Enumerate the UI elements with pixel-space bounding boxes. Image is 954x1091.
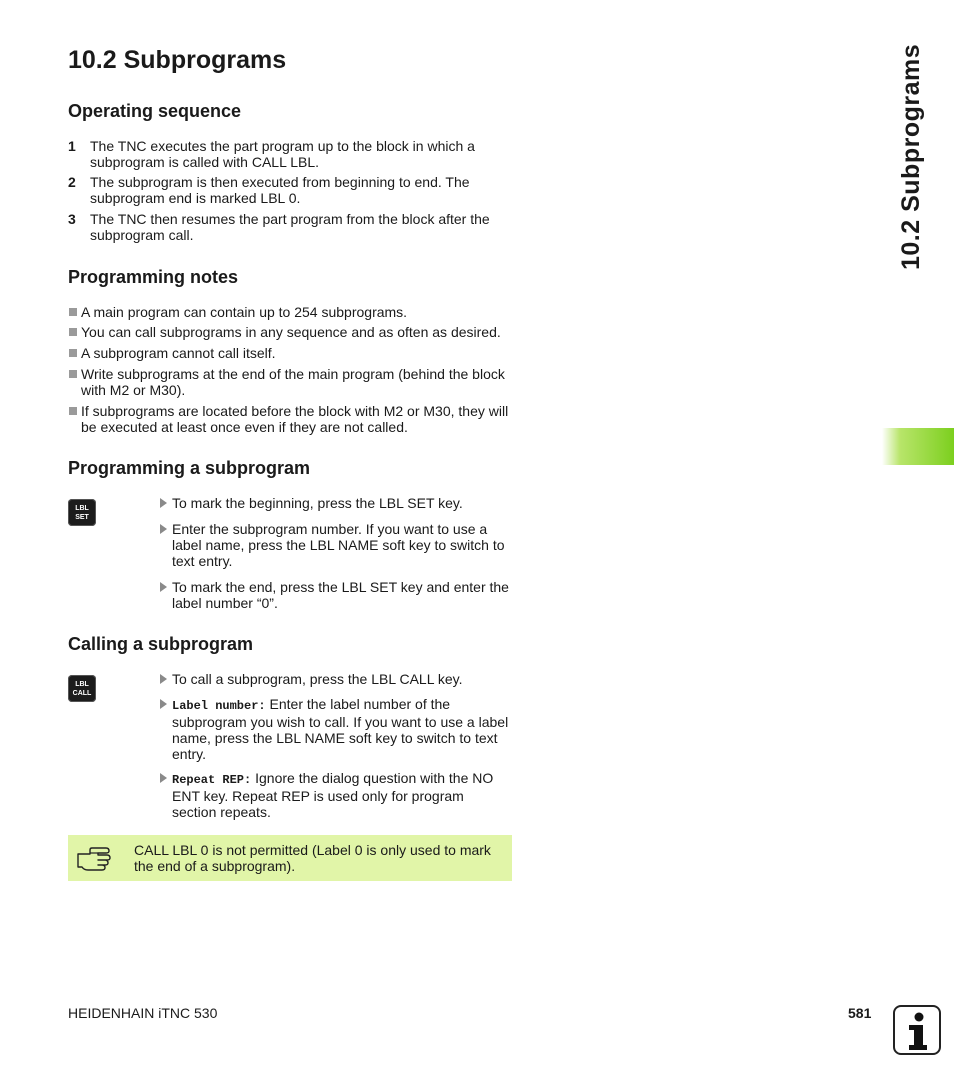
bullet-square-icon bbox=[69, 328, 77, 336]
list-item bbox=[68, 324, 518, 340]
step-item bbox=[159, 521, 511, 569]
page-number: 581 bbox=[848, 1005, 872, 1021]
info-icon bbox=[893, 1005, 941, 1055]
step-item bbox=[159, 696, 511, 762]
step-item bbox=[159, 671, 511, 687]
list-item bbox=[68, 174, 512, 206]
bullet-square-icon bbox=[69, 407, 77, 415]
item-text: You can call subprograms in any sequence and as often as desired. bbox=[81, 324, 501, 340]
arrow-right-icon bbox=[160, 699, 167, 709]
step-text: To mark the end, press the LBL SET key and enter the label number “0”. bbox=[172, 579, 509, 611]
footer-product: HEIDENHAIN iTNC 530 bbox=[68, 1005, 218, 1021]
item-text: The subprogram is then executed from beginning to end. The subprogram end is marked LBL 0. bbox=[90, 174, 470, 206]
list-item bbox=[68, 345, 518, 361]
arrow-right-icon bbox=[160, 773, 167, 783]
lbl-set-key-icon bbox=[68, 499, 96, 526]
list-item bbox=[68, 138, 512, 170]
step-description: Enter the label number of the subprogram you wish to call. If you want to use a label name, press the LBL NAME soft key to switch to text entry. bbox=[172, 696, 509, 762]
step-item bbox=[159, 770, 511, 820]
section-heading-programming: Programming a subprogram bbox=[68, 458, 311, 478]
item-number: 3 bbox=[68, 211, 76, 227]
item-text: A main program can contain up to 254 subprograms. bbox=[81, 304, 408, 320]
bullet-square-icon bbox=[69, 349, 77, 357]
step-text: To call a subprogram, press the LBL CALL key. bbox=[172, 671, 463, 687]
item-number: 1 bbox=[68, 138, 76, 154]
lbl-call-key-icon bbox=[68, 675, 96, 702]
step-description: Ignore the dialog question with the NO ENT key. Repeat REP is used only for program section repeats. bbox=[172, 770, 494, 820]
list-item bbox=[68, 211, 512, 243]
arrow-right-icon bbox=[160, 498, 167, 508]
bullet-square-icon bbox=[69, 370, 77, 378]
section-heading-operating: Operating sequence bbox=[68, 101, 242, 121]
pointing-hand-icon bbox=[76, 844, 112, 877]
item-text: Write subprograms at the end of the main program (behind the block with M2 or M30). bbox=[81, 366, 505, 398]
dialog-prompt-code: Repeat REP: bbox=[172, 773, 252, 787]
list-item bbox=[68, 403, 518, 435]
item-text: A subprogram cannot call itself. bbox=[81, 345, 276, 361]
page-title: 10.2 Subprograms bbox=[68, 46, 287, 74]
chapter-tab-marker bbox=[882, 428, 954, 465]
step-text bbox=[172, 696, 511, 762]
list-item bbox=[68, 304, 518, 320]
step-text bbox=[172, 770, 511, 820]
item-text: The TNC executes the part program up to the block in which a subprogram is called with CALL LBL. bbox=[90, 138, 475, 170]
note-text: CALL LBL 0 is not permitted (Label 0 is only used to mark the end of a subprogram). bbox=[134, 842, 491, 874]
item-text: The TNC then resumes the part program from the block after the subprogram call. bbox=[90, 211, 490, 243]
step-item bbox=[159, 579, 511, 611]
key-label-top: LBL bbox=[75, 504, 89, 512]
side-chapter-title: 10.2 Subprograms bbox=[897, 43, 925, 270]
item-number: 2 bbox=[68, 174, 76, 190]
list-item bbox=[68, 366, 518, 398]
key-label-bottom: SET bbox=[75, 513, 89, 521]
step-text: To mark the beginning, press the LBL SET key. bbox=[172, 495, 463, 511]
key-label-bottom: CALL bbox=[72, 689, 92, 697]
section-heading-notes: Programming notes bbox=[68, 267, 239, 287]
arrow-right-icon bbox=[160, 582, 167, 592]
arrow-right-icon bbox=[160, 674, 167, 684]
dialog-prompt-code: Label number: bbox=[172, 699, 266, 713]
step-text: Enter the subprogram number. If you want to use a label name, press the LBL NAME soft key to switch to text entry. bbox=[172, 521, 505, 569]
arrow-right-icon bbox=[160, 524, 167, 534]
bullet-square-icon bbox=[69, 308, 77, 316]
step-item bbox=[159, 495, 511, 511]
section-heading-calling: Calling a subprogram bbox=[68, 634, 254, 654]
item-text: If subprograms are located before the block with M2 or M30, they will be executed at least once even if they are not called. bbox=[81, 403, 509, 435]
note-box bbox=[68, 835, 512, 881]
key-label-top: LBL bbox=[75, 680, 89, 688]
